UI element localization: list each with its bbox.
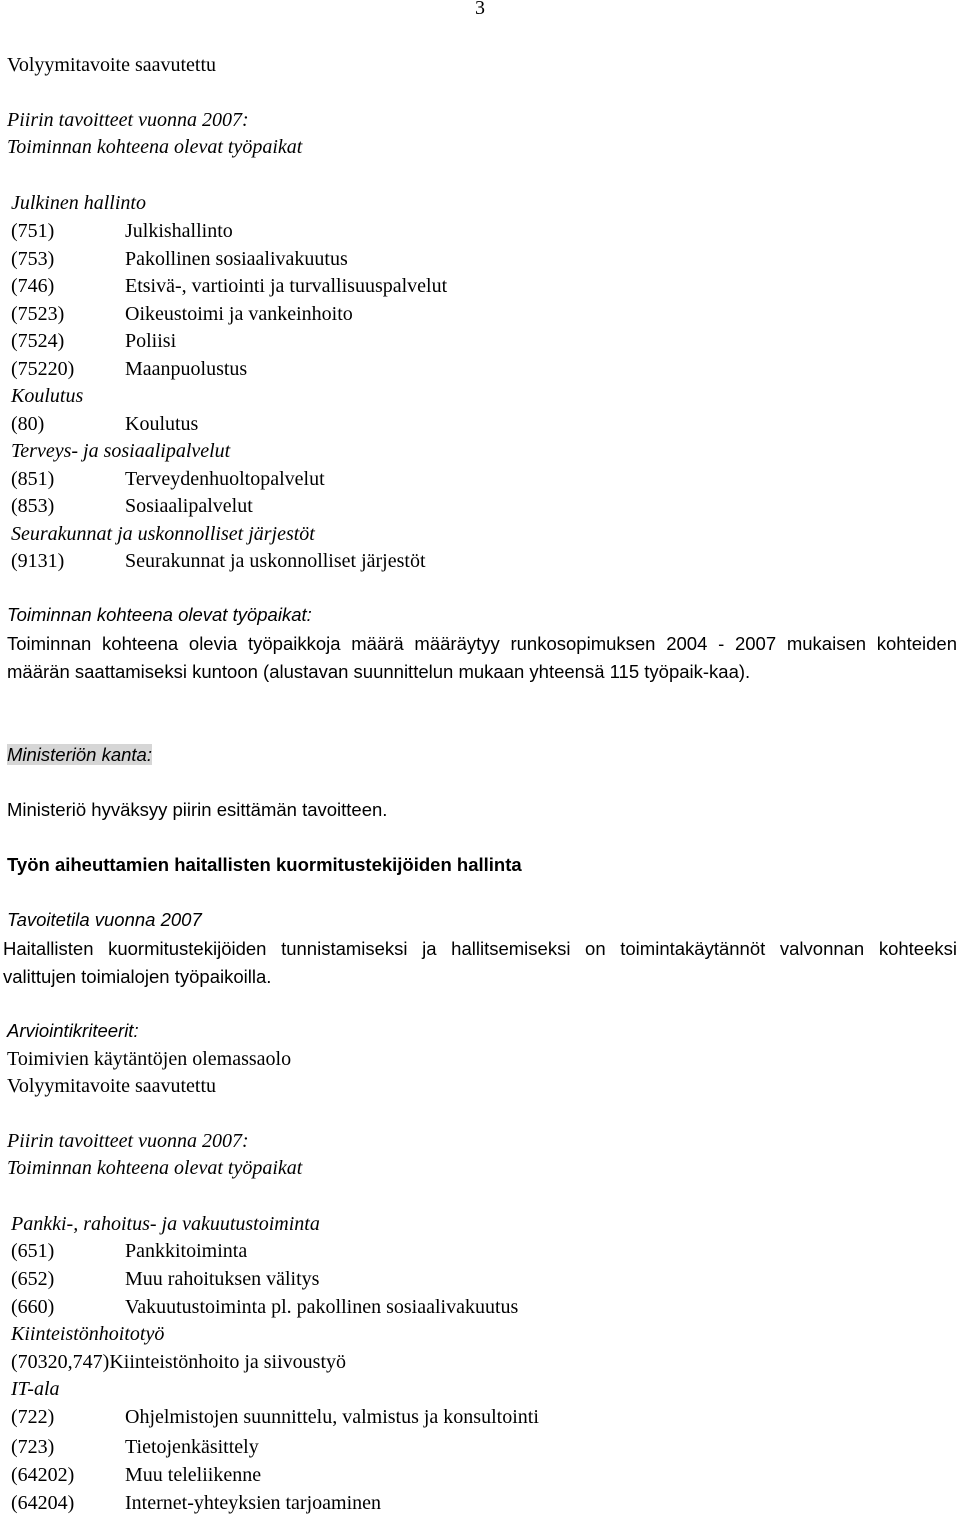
item-code: (80) xyxy=(11,413,45,435)
list-item xyxy=(11,494,253,518)
item-code: (651) xyxy=(11,1240,55,1262)
group-title: Terveys- ja sosiaalipalvelut xyxy=(11,440,231,462)
section-title: Työn aiheuttamien haitallisten kuormitustekijöiden hallinta xyxy=(7,854,522,875)
list-item xyxy=(11,357,247,381)
list-item xyxy=(11,1405,539,1429)
list-item xyxy=(11,1491,381,1515)
list-item xyxy=(11,1295,518,1319)
target-state-text: Haitallisten kuormitustekijöiden tunnistamiseksi ja hallitsemiseksi on toimintakäytännöt valvonnan kohteeksi valittujen toimialojen työpaikoilla. xyxy=(3,938,957,987)
item-code: (746) xyxy=(11,275,55,297)
status-line: Volyymitavoite saavutettu xyxy=(7,54,217,76)
targets-text: Toiminnan kohteena olevia työpaikkoja määrä määräytyy runkosopimuksen 2004 - 2007 mukaisen kohteiden määrän saattamiseksi kuntoon (alustavan suunnittelun mukaan yhteensä 115 työpaik-kaa). xyxy=(7,633,957,682)
item-name: Etsivä-, vartiointi ja turvallisuuspalvelut xyxy=(125,275,448,297)
ministry-text: Ministeriö hyväksyy piirin esittämän tavoitteen. xyxy=(7,799,388,820)
goals-subheading: Toiminnan kohteena olevat työpaikat xyxy=(7,1157,303,1179)
group-title: Kiinteistönhoitotyö xyxy=(11,1323,165,1345)
item-name: Oikeustoimi ja vankeinhoito xyxy=(125,303,353,325)
item-name: Tietojenkäsittely xyxy=(125,1436,259,1458)
item-name: Sosiaalipalvelut xyxy=(125,495,253,517)
item-code: (722) xyxy=(11,1406,55,1428)
list-item xyxy=(11,549,426,573)
item-code: (64204) xyxy=(11,1492,75,1514)
item-name: Koulutus xyxy=(125,413,199,435)
item-code: (75220) xyxy=(11,358,75,380)
item-name: Maanpuolustus xyxy=(125,358,248,380)
group-title: Koulutus xyxy=(11,385,84,407)
item-code: (64202) xyxy=(11,1464,75,1486)
list-item xyxy=(11,467,325,491)
list-item xyxy=(11,329,176,353)
targets-heading: Toiminnan kohteena olevat työpaikat: xyxy=(7,604,312,625)
criteria-item: Toimivien käytäntöjen olemassaolo xyxy=(7,1048,292,1070)
list-item xyxy=(11,274,447,298)
list-item xyxy=(11,1267,319,1291)
item-name: Muu teleliikenne xyxy=(125,1464,262,1486)
goals-heading: Piirin tavoitteet vuonna 2007: xyxy=(7,109,249,131)
item-name: Kiinteistönhoito ja siivoustyö xyxy=(109,1351,346,1373)
ministry-heading xyxy=(7,743,152,767)
item-code: (7524) xyxy=(11,330,65,352)
item-code: (70320,747) xyxy=(11,1351,110,1373)
item-code: (753) xyxy=(11,248,55,270)
item-code: (9131) xyxy=(11,550,65,572)
item-name: Pankkitoiminta xyxy=(125,1240,248,1262)
list-item xyxy=(11,1239,247,1263)
group-title: Pankki-, rahoitus- ja vakuutustoiminta xyxy=(11,1213,320,1235)
item-name: Pakollinen sosiaalivakuutus xyxy=(125,248,348,270)
criteria-item: Volyymitavoite saavutettu xyxy=(7,1075,217,1097)
item-name: Julkishallinto xyxy=(125,220,233,242)
item-code: (853) xyxy=(11,495,55,517)
item-name: Terveydenhuoltopalvelut xyxy=(125,468,325,490)
list-item xyxy=(11,412,198,436)
item-code: (7523) xyxy=(11,303,65,325)
list-item xyxy=(11,219,233,243)
goals-subheading: Toiminnan kohteena olevat työpaikat xyxy=(7,136,303,158)
item-name: Ohjelmistojen suunnittelu, valmistus ja konsultointi xyxy=(125,1406,539,1428)
item-code: (851) xyxy=(11,468,55,490)
item-name: Seurakunnat ja uskonnolliset järjestöt xyxy=(125,550,426,572)
list-item xyxy=(11,1463,261,1487)
item-name: Poliisi xyxy=(125,330,177,352)
criteria-heading: Arviointikriteerit: xyxy=(7,1020,139,1041)
group-title: Julkinen hallinto xyxy=(11,192,146,214)
item-code: (751) xyxy=(11,220,55,242)
list-item xyxy=(11,1435,259,1459)
list-item xyxy=(11,247,348,271)
list-item xyxy=(11,1350,346,1374)
item-code: (660) xyxy=(11,1296,55,1318)
item-code: (652) xyxy=(11,1268,55,1290)
item-name: Vakuutustoiminta pl. pakollinen sosiaalivakuutus xyxy=(125,1296,519,1318)
item-name: Muu rahoituksen välitys xyxy=(125,1268,320,1290)
goals-heading: Piirin tavoitteet vuonna 2007: xyxy=(7,1130,249,1152)
group-title: Seurakunnat ja uskonnolliset järjestöt xyxy=(11,523,315,545)
target-state-heading: Tavoitetila vuonna 2007 xyxy=(7,909,202,930)
list-item xyxy=(11,302,353,326)
item-code: (723) xyxy=(11,1436,55,1458)
page-number: 3 xyxy=(475,0,485,19)
group-title: IT-ala xyxy=(11,1378,60,1400)
ministry-heading-text: Ministeriön kanta: xyxy=(7,744,152,765)
item-name: Internet-yhteyksien tarjoaminen xyxy=(125,1492,382,1514)
